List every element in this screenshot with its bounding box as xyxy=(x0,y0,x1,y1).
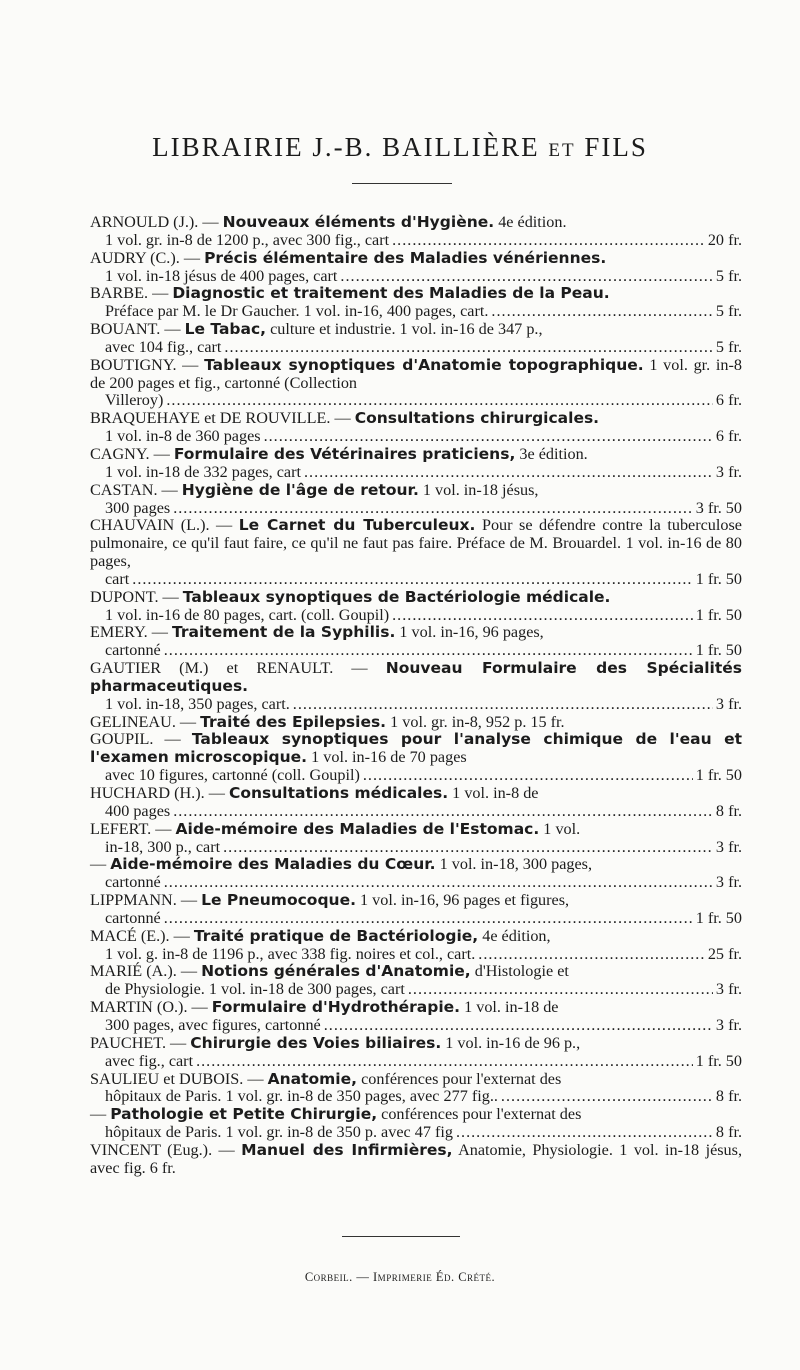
entry-price-line xyxy=(90,339,742,357)
entry-heading xyxy=(90,357,742,393)
catalog-entry xyxy=(90,963,742,999)
entry-price: 1 fr. 50 xyxy=(695,908,742,927)
entry-author: BRAQUEHAYE et DE ROUVILLE. — xyxy=(90,409,355,428)
entry-description: 1 vol. gr. in-8, 952 p. 15 fr. xyxy=(386,712,565,731)
entry-price-line xyxy=(90,232,742,250)
entry-description: culture et industrie. 1 vol. in-16 de 347 p., xyxy=(266,320,543,339)
entry-title: Chirurgie des Voies biliaires. xyxy=(190,1033,442,1052)
entry-author: EMERY. — xyxy=(90,623,173,642)
entry-author: PAUCHET. — xyxy=(90,1033,191,1052)
entry-price: 3 fr. xyxy=(715,694,742,713)
entry-author: BARBE. — xyxy=(90,284,173,303)
dot-leader xyxy=(173,803,713,821)
entry-author: — xyxy=(90,855,111,874)
dot-leader xyxy=(408,981,713,999)
page-title xyxy=(0,132,800,163)
entry-price-line xyxy=(90,696,742,714)
entry-price: 3 fr. xyxy=(715,462,742,481)
entry-author: — xyxy=(90,1105,111,1124)
entry-details: hôpitaux de Paris. 1 vol. gr. in-8 de 350 p. avec 47 fig xyxy=(105,1123,453,1142)
entry-heading xyxy=(90,321,742,339)
catalog-entry xyxy=(90,250,742,286)
entry-title: Consultations chirurgicales. xyxy=(354,409,600,428)
entry-description: Anatomie, Physiologie. 1 vol. in-18 jésus, avec fig. xyxy=(90,1140,742,1177)
entry-author: LIPPMANN. — xyxy=(90,891,202,910)
catalog-list xyxy=(90,214,742,1178)
catalog-entry xyxy=(90,999,742,1035)
dot-leader xyxy=(173,500,693,518)
catalog-entry xyxy=(90,892,742,928)
entry-heading xyxy=(90,517,742,571)
entry-details: avec fig., cart xyxy=(105,1051,194,1070)
catalog-entry xyxy=(90,589,742,625)
entry-description: 3e édition. xyxy=(515,444,588,463)
entry-price-line xyxy=(90,268,742,286)
catalog-entry xyxy=(90,714,742,732)
entry-price: 1 fr. 50 xyxy=(695,605,742,624)
catalog-entry xyxy=(90,1035,742,1071)
dot-leader xyxy=(392,607,693,625)
catalog-entry xyxy=(90,1071,742,1107)
entry-heading xyxy=(90,731,742,767)
entry-details: hôpitaux de Paris. 1 vol. gr. in-8 de 350 pages, avec 277 fig.. xyxy=(105,1087,498,1106)
entry-description: 1 vol. in-18 de xyxy=(460,998,559,1017)
entry-price-line xyxy=(90,500,742,518)
entry-details: cartonné xyxy=(105,873,161,892)
entry-title: Nouveau Formulaire des Spécialités pharmaceutiques. xyxy=(90,659,742,695)
dot-leader xyxy=(264,428,713,446)
catalog-entry xyxy=(90,517,742,588)
entry-price-line xyxy=(90,910,742,928)
entry-heading xyxy=(90,1071,742,1089)
entry-price-line xyxy=(90,981,742,999)
entry-description: 1 vol. in-16 de 70 pages xyxy=(307,748,467,767)
entry-details: 1 vol. in-8 de 360 pages xyxy=(105,427,261,446)
entry-title: Formulaire des Vétérinaires praticiens, xyxy=(173,444,516,463)
entry-price-line xyxy=(90,607,742,625)
entry-heading xyxy=(90,999,742,1017)
catalog-entry xyxy=(90,821,742,857)
entry-price: 1 fr. 50 xyxy=(695,766,742,785)
entry-heading xyxy=(90,410,742,428)
entry-price-line xyxy=(90,1088,742,1106)
entry-description: 1 vol. in-8 de xyxy=(448,784,539,802)
dot-leader xyxy=(164,910,693,928)
entry-heading xyxy=(90,1035,742,1053)
entry-title: Tableaux synoptiques d'Anatomie topographique. xyxy=(204,355,644,374)
entry-price: 5 fr. xyxy=(715,266,742,285)
entry-author: AUDRY (C.). — xyxy=(90,248,205,267)
entry-heading xyxy=(90,714,742,732)
entry-details: avec 10 figures, cartonné (coll. Goupil) xyxy=(105,766,360,785)
dot-leader xyxy=(164,874,713,892)
entry-author: MARTIN (O.). — xyxy=(90,998,212,1017)
entry-description: d'Histologie et xyxy=(470,962,569,981)
entry-details: 400 pages xyxy=(105,801,171,820)
entry-heading xyxy=(90,785,742,803)
entry-title: Le Pneumocoque. xyxy=(201,891,356,910)
entry-details: 1 vol. in-18 de 332 pages, cart xyxy=(105,462,301,481)
entry-price: 3 fr. xyxy=(715,837,742,856)
entry-description: 1 vol. in-16, 96 pages, xyxy=(395,623,544,642)
entry-price-line xyxy=(90,392,742,410)
title-et: ET xyxy=(548,140,576,161)
entry-heading xyxy=(90,482,742,500)
entry-heading xyxy=(90,821,742,839)
entry-price-line xyxy=(90,767,742,785)
entry-details: de Physiologie. 1 vol. in-18 de 300 pages, cart xyxy=(105,980,405,999)
entry-heading xyxy=(90,589,742,607)
entry-price-line xyxy=(90,946,742,964)
title-divider xyxy=(352,183,452,184)
entry-title: Le Carnet du Tuberculeux. xyxy=(238,516,476,535)
entry-details: avec 104 fig., cart xyxy=(105,337,222,356)
entry-price-line xyxy=(90,874,742,892)
entry-details: cart xyxy=(105,569,130,588)
catalog-entry xyxy=(90,785,742,821)
entry-price: 1 fr. 50 xyxy=(695,641,742,660)
entry-price: 6 fr. xyxy=(715,427,742,446)
entry-price: 6 fr. xyxy=(145,1158,176,1177)
entry-heading xyxy=(90,250,742,268)
entry-description: conférences pour l'externat des xyxy=(377,1105,582,1124)
entry-details: cartonné xyxy=(105,641,161,660)
dot-leader xyxy=(132,571,692,589)
entry-details: in-18, 300 p., cart xyxy=(105,837,221,856)
entry-details: Villeroy) xyxy=(105,391,164,410)
entry-author: ARNOULD (J.). — xyxy=(90,213,223,231)
entry-description: 1 vol. xyxy=(539,819,581,838)
catalog-entry xyxy=(90,482,742,518)
entry-price: 6 fr. xyxy=(715,391,742,410)
entry-title: Traité des Epilepsies. xyxy=(200,712,387,731)
dot-leader xyxy=(340,268,713,286)
entry-price: 3 fr. 50 xyxy=(695,498,742,517)
entry-price: 3 fr. xyxy=(715,873,742,892)
catalog-entry xyxy=(90,1142,742,1178)
entry-price: 20 fr. xyxy=(707,230,742,249)
entry-price: 8 fr. xyxy=(715,1123,742,1142)
catalog-entry xyxy=(90,357,742,411)
entry-description: 4e édition. xyxy=(494,213,567,231)
entry-price: 5 fr. xyxy=(715,337,742,356)
entry-price: 8 fr. xyxy=(715,1087,742,1106)
entry-heading xyxy=(90,660,742,696)
title-end: FILS xyxy=(584,132,648,162)
entry-author: VINCENT (Eug.). — xyxy=(90,1140,242,1159)
entry-title: Tableaux synoptiques pour l'analyse chimique de l'eau et l'examen microscopique. xyxy=(90,730,742,767)
entry-details: 300 pages, avec figures, cartonné xyxy=(105,1015,321,1034)
dot-leader xyxy=(224,339,713,357)
catalog-entry xyxy=(90,731,742,785)
entry-details: Préface par M. le Dr Gaucher. 1 vol. in-16, 400 pages, cart. xyxy=(105,302,489,321)
entry-price-line xyxy=(90,839,742,857)
catalog-entry xyxy=(90,214,742,250)
entry-title: Pathologie et Petite Chirurgie, xyxy=(110,1105,378,1124)
dot-leader xyxy=(456,1124,713,1142)
catalog-entry xyxy=(90,660,742,714)
entry-author: HUCHARD (H.). — xyxy=(90,784,229,802)
entry-author: CAGNY. — xyxy=(90,444,174,463)
entry-heading xyxy=(90,624,742,642)
dot-leader xyxy=(363,767,693,785)
entry-price-line xyxy=(90,303,742,321)
entry-author: DUPONT. — xyxy=(90,587,183,606)
dot-leader xyxy=(196,1053,693,1071)
entry-details: 300 pages xyxy=(105,498,171,517)
entry-author: GOUPIL. — xyxy=(90,730,192,749)
entry-description: 1 vol. gr. in-8 de 200 pages et fig., cartonné (Collection xyxy=(90,355,742,392)
dot-leader xyxy=(324,1017,713,1035)
catalog-entry xyxy=(90,1106,742,1142)
entry-title: Traité pratique de Bactériologie, xyxy=(193,926,479,945)
entry-author: LEFERT. — xyxy=(90,819,176,838)
entry-title: Nouveaux éléments d'Hygiène. xyxy=(222,213,495,231)
entry-heading xyxy=(90,963,742,981)
entry-details: cartonné xyxy=(105,908,161,927)
entry-details: 1 vol. gr. in-8 de 1200 p., avec 300 fig., cart xyxy=(105,230,390,249)
entry-heading xyxy=(90,856,742,874)
entry-author: BOUANT. — xyxy=(90,320,185,339)
entry-details: 1 vol. in-18, 350 pages, cart. xyxy=(105,694,290,713)
entry-price-line xyxy=(90,571,742,589)
entry-title: Diagnostic et traitement des Maladies de la Peau. xyxy=(172,284,610,303)
entry-price: 1 fr. 50 xyxy=(695,569,742,588)
entry-author: MARIÉ (A.). — xyxy=(90,962,202,981)
catalog-entry xyxy=(90,321,742,357)
entry-price: 5 fr. xyxy=(715,302,742,321)
entry-heading xyxy=(90,446,742,464)
entry-price: 8 fr. xyxy=(715,801,742,820)
catalog-entry xyxy=(90,446,742,482)
entry-description: 1 vol. in-18, 300 pages, xyxy=(435,855,593,874)
entry-price-line xyxy=(90,464,742,482)
dot-leader xyxy=(166,392,713,410)
entry-description: 1 vol. in-18 jésus, xyxy=(418,480,539,499)
entry-author: CASTAN. — xyxy=(90,480,182,499)
dot-leader xyxy=(304,464,713,482)
catalog-entry xyxy=(90,624,742,660)
catalog-entry xyxy=(90,928,742,964)
entry-description: 4e édition, xyxy=(478,926,551,945)
entry-title: Hygiène de l'âge de retour. xyxy=(181,480,419,499)
entry-price: 1 fr. 50 xyxy=(695,1051,742,1070)
entry-title: Notions générales d'Anatomie, xyxy=(201,962,471,981)
entry-details: 1 vol. in-16 de 80 pages, cart. (coll. Goupil) xyxy=(105,605,390,624)
entry-price: 3 fr. xyxy=(715,980,742,999)
dot-leader xyxy=(491,303,713,321)
entry-author: GELINEAU. — xyxy=(90,712,201,731)
entry-heading xyxy=(90,928,742,946)
entry-title: Précis élémentaire des Maladies vénériennes. xyxy=(204,248,607,267)
title-main: LIBRAIRIE J.-B. BAILLIÈRE xyxy=(152,132,540,162)
entry-author: SAULIEU et DUBOIS. — xyxy=(90,1069,268,1088)
entry-author: GAUTIER (M.) et RENAULT. — xyxy=(90,659,386,678)
entry-heading xyxy=(90,285,742,303)
entry-price: 3 fr. xyxy=(715,1015,742,1034)
entry-title: Le Tabac, xyxy=(184,320,267,339)
dot-leader xyxy=(223,839,713,857)
entry-details: 1 vol. in-18 jésus de 400 pages, cart xyxy=(105,266,338,285)
entry-details: 1 vol. g. in-8 de 1196 p., avec 338 fig. noires et col., cart. xyxy=(105,944,476,963)
entry-title: Aide-mémoire des Maladies de l'Estomac. xyxy=(175,819,540,838)
entry-title: Tableaux synoptiques de Bactériologie médicale. xyxy=(182,587,611,606)
entry-price-line xyxy=(90,1017,742,1035)
printer-imprint: Corbeil. — Imprimerie Éd. Crété. xyxy=(304,1270,496,1284)
dot-leader xyxy=(501,1088,713,1106)
entry-author: CHAUVAIN (L.). — xyxy=(90,516,239,535)
entry-description: Pour se défendre contre la tuberculose pulmonaire, ce qu'il faut faire, ce qu'il ne faut pas faire. Préface de M. Brouardel. 1 vol. in-16 de 80 pages, xyxy=(90,516,742,571)
entry-heading xyxy=(90,1106,742,1124)
entry-title: Anatomie, xyxy=(267,1069,358,1088)
entry-heading xyxy=(90,892,742,910)
dot-leader xyxy=(164,642,693,660)
dot-leader xyxy=(293,696,713,714)
entry-heading xyxy=(90,214,742,232)
entry-description: 1 vol. in-16, 96 pages et figures, xyxy=(355,891,570,910)
entry-price-line xyxy=(90,1053,742,1071)
entry-price-line xyxy=(90,1124,742,1142)
entry-title: Consultations médicales. xyxy=(228,784,449,802)
footer-divider xyxy=(342,1236,460,1237)
catalog-entry xyxy=(90,410,742,446)
catalog-entry xyxy=(90,285,742,321)
dot-leader xyxy=(392,232,705,250)
entry-price-line xyxy=(90,428,742,446)
dot-leader xyxy=(478,946,705,964)
entry-price-line xyxy=(90,642,742,660)
catalog-entry xyxy=(90,856,742,892)
entry-heading xyxy=(90,1142,742,1178)
entry-author: BOUTIGNY. — xyxy=(90,355,205,374)
entry-description: conférences pour l'externat des xyxy=(357,1069,562,1088)
entry-title: Manuel des Infirmières, xyxy=(241,1140,453,1159)
entry-author: MACÉ (E.). — xyxy=(90,926,194,945)
entry-title: Formulaire d'Hydrothérapie. xyxy=(211,998,461,1017)
entry-price-line xyxy=(90,803,742,821)
entry-description: 1 vol. in-16 de 96 p., xyxy=(441,1033,581,1052)
entry-price: 25 fr. xyxy=(707,944,742,963)
entry-title: Aide-mémoire des Maladies du Cœur. xyxy=(110,855,436,874)
entry-title: Traitement de la Syphilis. xyxy=(172,623,396,642)
